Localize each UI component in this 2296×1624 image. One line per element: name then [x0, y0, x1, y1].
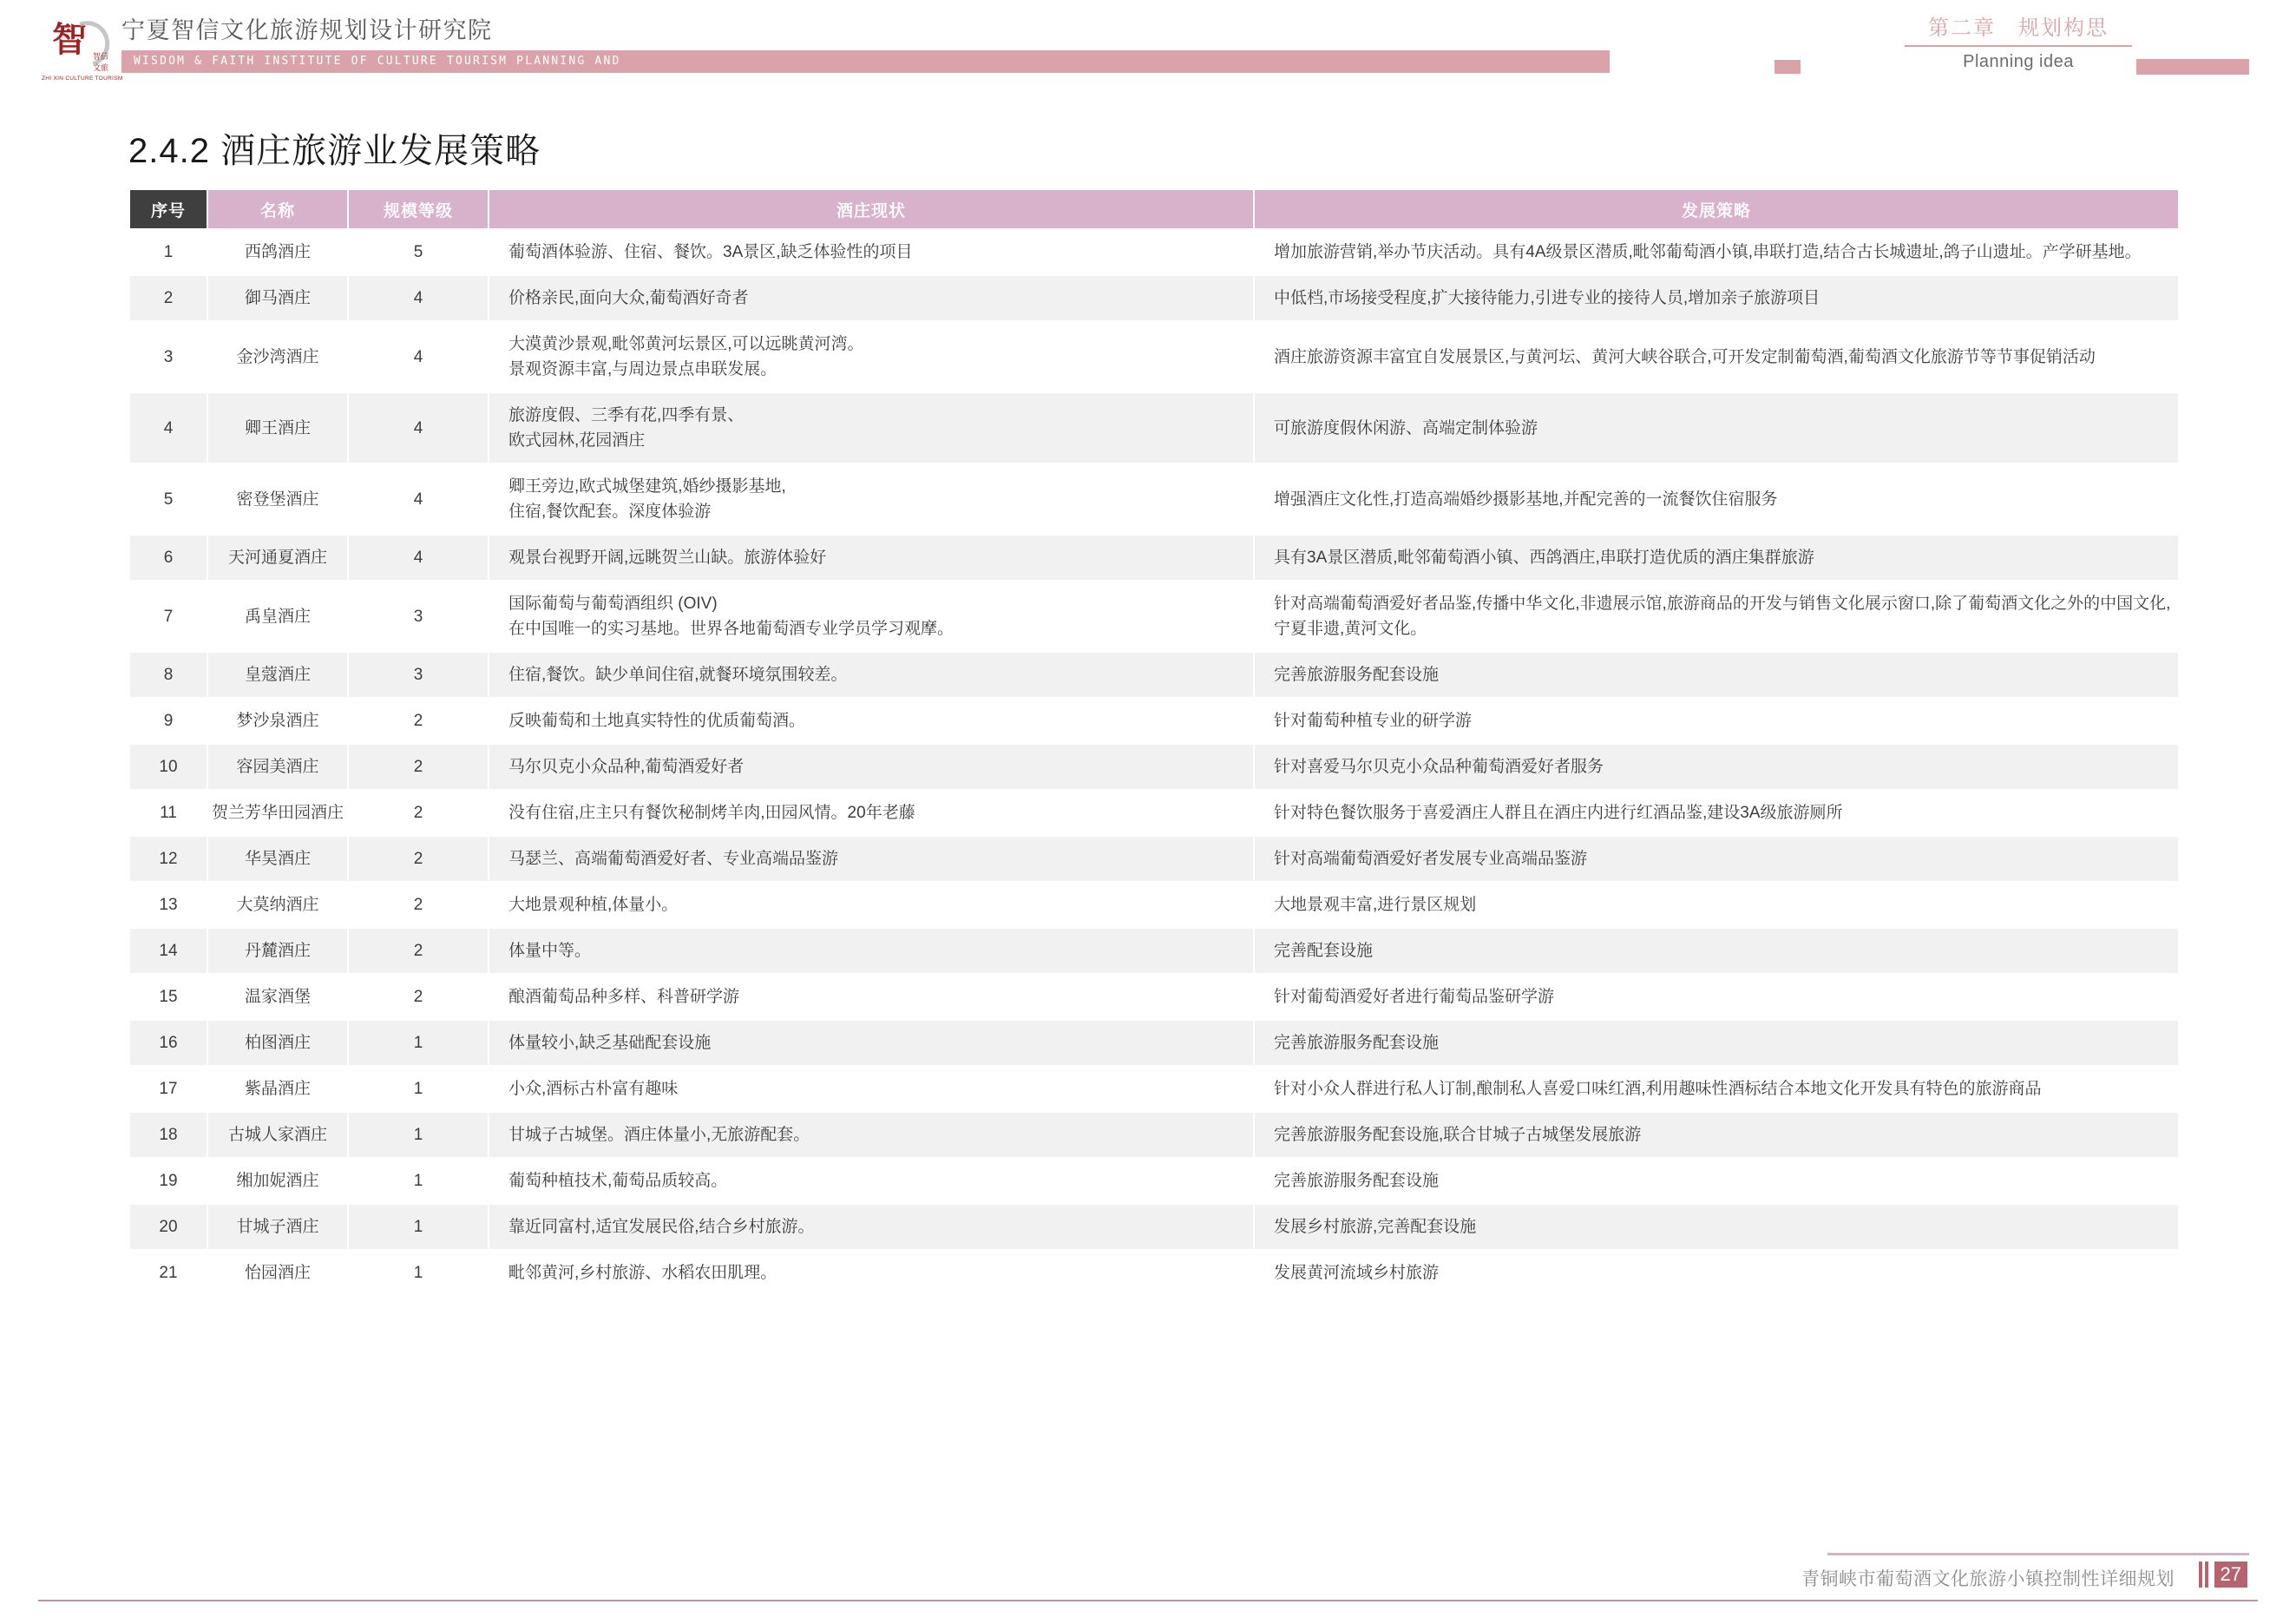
row-cell-no: 4: [130, 393, 207, 463]
chapter-title-en: Planning idea: [1963, 52, 2074, 71]
institute-name-en: WISDOM & FAITH INSTITUTE OF CULTURE TOURISM PLANNING AND: [121, 50, 1610, 73]
row-cell-strategy: 完善旅游服务配套设施,联合甘城子古城堡发展旅游: [1255, 1113, 2178, 1157]
row-cell-name: 卿王酒庄: [208, 393, 347, 463]
row-cell-strategy: 针对小众人群进行私人订制,酿制私人喜爱口味红酒,利用趣味性酒标结合本地文化开发具有特色的旅游商品: [1255, 1067, 2178, 1111]
row-cell-level: 2: [349, 791, 488, 835]
logo-seal-glyph: 智: [52, 19, 87, 60]
row-cell-strategy: 中低档,市场接受程度,扩大接待能力,引进专业的接待人员,增加亲子旅游项目: [1255, 276, 2178, 320]
logo-sub-en: ZHI XIN CULTURE TOURISM: [42, 76, 123, 82]
row-cell-status: 小众,酒标古朴富有趣味: [489, 1067, 1253, 1111]
table-row: [130, 1113, 2178, 1157]
row-cell-strategy: 可旅游度假休闲游、高端定制体验游: [1255, 393, 2178, 463]
page-number-bars-icon: [2199, 1562, 2211, 1588]
row-cell-name: 密登堡酒庄: [208, 464, 347, 534]
table-row: [130, 464, 2178, 534]
row-cell-status: 体量较小,缺乏基础配套设施: [489, 1021, 1253, 1065]
row-cell-no: 10: [130, 745, 207, 789]
row-cell-no: 8: [130, 653, 207, 697]
table-row: [130, 1159, 2178, 1203]
row-cell-name: 紫晶酒庄: [208, 1067, 347, 1111]
row-cell-level: 1: [349, 1205, 488, 1249]
row-cell-level: 2: [349, 883, 488, 927]
table-row: [130, 791, 2178, 835]
column-header-no: 序号: [130, 190, 207, 228]
table-row: [130, 1205, 2178, 1249]
row-cell-name: 缃加妮酒庄: [208, 1159, 347, 1203]
row-cell-no: 6: [130, 536, 207, 580]
row-cell-no: 17: [130, 1067, 207, 1111]
row-cell-status: 观景台视野开阔,远眺贺兰山缺。旅游体验好: [489, 536, 1253, 580]
row-cell-name: 大莫纳酒庄: [208, 883, 347, 927]
footer-divider-top: [1827, 1553, 2249, 1555]
page-number-badge: [2199, 1562, 2247, 1588]
row-cell-no: 9: [130, 699, 207, 743]
row-cell-no: 15: [130, 975, 207, 1019]
row-cell-level: 4: [349, 464, 488, 534]
column-header-strategy: 发展策略: [1255, 190, 2178, 228]
row-cell-level: 3: [349, 582, 488, 651]
table-row: [130, 837, 2178, 881]
institute-name-cn: 宁夏智信文化旅游规划设计研究院: [121, 17, 493, 43]
row-cell-strategy: 针对特色餐饮服务于喜爱酒庄人群且在酒庄内进行红酒品鉴,建设3A级旅游厕所: [1255, 791, 2178, 835]
row-cell-name: 容园美酒庄: [208, 745, 347, 789]
row-cell-no: 14: [130, 929, 207, 973]
institute-logo: [42, 12, 1610, 80]
row-cell-status: 大漠黄沙景观,毗邻黄河坛景区,可以远眺黄河湾。 景观资源丰富,与周边景点串联发展。: [489, 322, 1253, 391]
row-cell-level: 2: [349, 929, 488, 973]
row-cell-status: 国际葡萄与葡萄酒组织 (OIV) 在中国唯一的实习基地。世界各地葡萄酒专业学员学习观摩。: [489, 582, 1253, 651]
table-row: [130, 975, 2178, 1019]
logo-sub-cn: 智信 文旅: [92, 52, 108, 72]
footer-project-name: 青铜峡市葡萄酒文化旅游小镇控制性详细规划: [1801, 1569, 2175, 1589]
row-cell-status: 毗邻黄河,乡村旅游、水稻农田肌理。: [489, 1251, 1253, 1295]
row-cell-level: 4: [349, 536, 488, 580]
column-header-level: 规模等级: [349, 190, 488, 228]
row-cell-no: 12: [130, 837, 207, 881]
row-cell-name: 柏图酒庄: [208, 1021, 347, 1065]
table-row: [130, 653, 2178, 697]
row-cell-no: 13: [130, 883, 207, 927]
table-row: [130, 230, 2178, 274]
row-cell-strategy: 增强酒庄文化性,打造高端婚纱摄影基地,并配完善的一流餐饮住宿服务: [1255, 464, 2178, 534]
table-row: [130, 1067, 2178, 1111]
row-cell-no: 21: [130, 1251, 207, 1295]
row-cell-status: 旅游度假、三季有花,四季有景、 欧式园林,花园酒庄: [489, 393, 1253, 463]
logo-seal-icon: [42, 16, 123, 82]
row-cell-no: 3: [130, 322, 207, 391]
row-cell-status: 反映葡萄和土地真实特性的优质葡萄酒。: [489, 699, 1253, 743]
row-cell-strategy: 完善配套设施: [1255, 929, 2178, 973]
row-cell-level: 3: [349, 653, 488, 697]
row-cell-no: 7: [130, 582, 207, 651]
row-cell-strategy: 增加旅游营销,举办节庆活动。具有4A级景区潜质,毗邻葡萄酒小镇,串联打造,结合古长城遗址,鸽子山遗址。产学研基地。: [1255, 230, 2178, 274]
row-cell-name: 贺兰芳华田园酒庄: [208, 791, 347, 835]
row-cell-name: 温家酒堡: [208, 975, 347, 1019]
row-cell-level: 2: [349, 745, 488, 789]
chapter-title-cn: 第二章 规划构思: [1928, 16, 2109, 40]
row-cell-level: 1: [349, 1159, 488, 1203]
row-cell-status: 大地景观种植,体量小。: [489, 883, 1253, 927]
row-cell-strategy: 针对葡萄酒爱好者进行葡萄品鉴研学游: [1255, 975, 2178, 1019]
row-cell-status: 马尔贝克小众品种,葡萄酒爱好者: [489, 745, 1253, 789]
table-body: [130, 230, 2178, 1295]
row-cell-status: 葡萄种植技术,葡萄品质较高。: [489, 1159, 1253, 1203]
row-cell-level: 1: [349, 1021, 488, 1065]
row-cell-strategy: 具有3A景区潜质,毗邻葡萄酒小镇、西鸽酒庄,串联打造优质的酒庄集群旅游: [1255, 536, 2178, 580]
row-cell-no: 1: [130, 230, 207, 274]
row-cell-name: 西鸽酒庄: [208, 230, 347, 274]
table-row: [130, 699, 2178, 743]
row-cell-strategy: 完善旅游服务配套设施: [1255, 1021, 2178, 1065]
chapter-divider: [1905, 45, 2132, 47]
row-cell-status: 卿王旁边,欧式城堡建筑,婚纱摄影基地, 住宿,餐饮配套。深度体验游: [489, 464, 1253, 534]
table-row: [130, 322, 2178, 391]
row-cell-no: 19: [130, 1159, 207, 1203]
row-cell-no: 20: [130, 1205, 207, 1249]
row-cell-name: 古城人家酒庄: [208, 1113, 347, 1157]
row-cell-strategy: 大地景观丰富,进行景区规划: [1255, 883, 2178, 927]
table-row: [130, 1251, 2178, 1295]
row-cell-strategy: 针对葡萄种植专业的研学游: [1255, 699, 2178, 743]
row-cell-level: 4: [349, 393, 488, 463]
row-cell-strategy: 针对喜爱马尔贝克小众品种葡萄酒爱好者服务: [1255, 745, 2178, 789]
row-cell-name: 皇蔻酒庄: [208, 653, 347, 697]
table-row: [130, 276, 2178, 320]
row-cell-no: 16: [130, 1021, 207, 1065]
table-header-row: [130, 190, 2178, 228]
row-cell-level: 1: [349, 1113, 488, 1157]
row-cell-level: 1: [349, 1067, 488, 1111]
table-row: [130, 745, 2178, 789]
column-header-status: 酒庄现状: [489, 190, 1253, 228]
row-cell-name: 御马酒庄: [208, 276, 347, 320]
row-cell-no: 18: [130, 1113, 207, 1157]
row-cell-strategy: 完善旅游服务配套设施: [1255, 1159, 2178, 1203]
row-cell-status: 马瑟兰、高端葡萄酒爱好者、专业高端品鉴游: [489, 837, 1253, 881]
table-row: [130, 536, 2178, 580]
row-cell-no: 2: [130, 276, 207, 320]
row-cell-no: 11: [130, 791, 207, 835]
row-cell-name: 怡园酒庄: [208, 1251, 347, 1295]
row-cell-level: 4: [349, 276, 488, 320]
column-header-name: 名称: [208, 190, 347, 228]
row-cell-level: 1: [349, 1251, 488, 1295]
row-cell-name: 丹麓酒庄: [208, 929, 347, 973]
chapter-label: [1741, 16, 2296, 72]
row-cell-strategy: 针对高端葡萄酒爱好者发展专业高端品鉴游: [1255, 837, 2178, 881]
row-cell-status: 靠近同富村,适宜发展民俗,结合乡村旅游。: [489, 1205, 1253, 1249]
row-cell-name: 华昊酒庄: [208, 837, 347, 881]
table-row: [130, 1021, 2178, 1065]
page-title: 2.4.2 酒庄旅游业发展策略: [128, 132, 541, 170]
table-row: [130, 883, 2178, 927]
row-cell-level: 2: [349, 837, 488, 881]
row-cell-status: 甘城子古城堡。酒庄体量小,无旅游配套。: [489, 1113, 1253, 1157]
row-cell-status: 葡萄酒体验游、住宿、餐饮。3A景区,缺乏体验性的项目: [489, 230, 1253, 274]
row-cell-name: 天河通夏酒庄: [208, 536, 347, 580]
footer-divider-bottom: [38, 1600, 2258, 1601]
row-cell-status: 酿酒葡萄品种多样、科普研学游: [489, 975, 1253, 1019]
row-cell-name: 金沙湾酒庄: [208, 322, 347, 391]
row-cell-strategy: 完善旅游服务配套设施: [1255, 653, 2178, 697]
page-footer: [0, 1544, 2296, 1624]
row-cell-strategy: 针对高端葡萄酒爱好者品鉴,传播中华文化,非遗展示馆,旅游商品的开发与销售文化展示窗口,除了葡萄酒文化之外的中国文化,宁夏非遗,黄河文化。: [1255, 582, 2178, 651]
row-cell-status: 价格亲民,面向大众,葡萄酒好奇者: [489, 276, 1253, 320]
table-row: [130, 393, 2178, 463]
row-cell-strategy: 发展乡村旅游,完善配套设施: [1255, 1205, 2178, 1249]
institute-name-block: [121, 12, 1610, 73]
table-row: [130, 582, 2178, 651]
row-cell-strategy: 酒庄旅游资源丰富宜自发展景区,与黄河坛、黄河大峡谷联合,可开发定制葡萄酒,葡萄酒文化旅游节等节事促销活动: [1255, 322, 2178, 391]
row-cell-name: 梦沙泉酒庄: [208, 699, 347, 743]
row-cell-name: 禹皇酒庄: [208, 582, 347, 651]
row-cell-level: 2: [349, 699, 488, 743]
row-cell-status: 没有住宿,庄主只有餐饮秘制烤羊肉,田园风情。20年老藤: [489, 791, 1253, 835]
row-cell-level: 5: [349, 230, 488, 274]
row-cell-status: 体量中等。: [489, 929, 1253, 973]
page-header: [0, 0, 2296, 87]
page-number-value: 27: [2214, 1562, 2247, 1588]
row-cell-no: 5: [130, 464, 207, 534]
table-row: [130, 929, 2178, 973]
row-cell-status: 住宿,餐饮。缺少单间住宿,就餐环境氛围较差。: [489, 653, 1253, 697]
strategy-table: [128, 188, 2180, 1297]
row-cell-level: 2: [349, 975, 488, 1019]
strategy-table-wrapper: [128, 188, 2169, 1297]
row-cell-strategy: 发展黄河流域乡村旅游: [1255, 1251, 2178, 1295]
row-cell-name: 甘城子酒庄: [208, 1205, 347, 1249]
row-cell-level: 4: [349, 322, 488, 391]
